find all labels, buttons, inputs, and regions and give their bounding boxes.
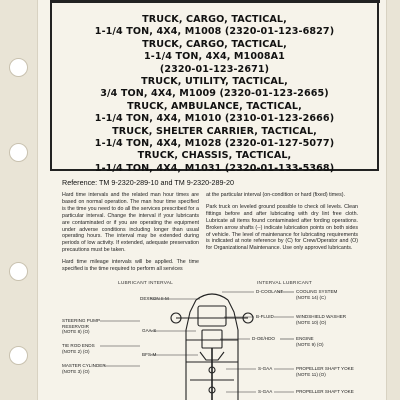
label-cooling-system: COOLING SYSTEM (NOTE 14) (C) — [296, 289, 338, 300]
title-line: TRUCK, SHELTER CARRIER, TACTICAL, — [112, 125, 317, 137]
title-line: 1-1/4 TON, 4X4, M1008A1 — [144, 51, 285, 63]
title-line: 1-1/4 TON, 4X4, M1028 (2320-01-127-5077) — [94, 138, 335, 150]
lubricant-code: S-GAA — [258, 389, 273, 394]
title-line: TRUCK, CHASSIS, TACTICAL, — [137, 150, 292, 162]
paragraph: Hard time mileage intervals will be applied. The time specified is the time required to perform all services — [62, 259, 199, 273]
lubricant-code: BFS-M — [142, 352, 157, 357]
lubricant-code: D-OE/HDO — [252, 336, 275, 341]
lubricant-code: D-COOLANT — [256, 289, 284, 294]
title-line: (2320-01-123-2671) — [159, 63, 270, 75]
vehicle-title-block — [50, 14, 379, 175]
left-text-column — [62, 192, 199, 278]
binder-hole — [9, 58, 28, 77]
title-line: 1-1/4 TON, 4X4, M1031 (2320-01-133-5368) — [94, 162, 335, 174]
label-propeller-shaft-yoke-2: PROPELLER SHAFT YOKE — [296, 389, 354, 394]
label-propeller-shaft-yoke: PROPELLER SHAFT YOKE (NOTE 11) (O) — [296, 366, 354, 377]
title-line: TRUCK, CARGO, TACTICAL, — [142, 38, 287, 50]
paragraph: Park truck on leveled ground possible to check oil levels. Clean fittings before and after lubricating with dry lint free cloth. Lubricate all items found contaminated after fording operations. Broken arrow shafts (--) indicate lubrication points on both sides of vehicle. The level of maintenance for lubricating requirements is indicated at note reference by (C) for Crew/Operator and (O) for Organizational Maintenance. Use only approved lubricants. — [206, 203, 358, 252]
title-line: TRUCK, AMBULANCE, TACTICAL, — [127, 100, 302, 112]
lubricant-code: DEXRON II-M — [140, 296, 169, 301]
left-chart-header: LUBRICANT INTERVAL — [118, 281, 174, 286]
right-text-column — [206, 192, 358, 257]
title-line: 3/4 TON, 4X4, M1009 (2320-01-123-2665) — [100, 88, 329, 100]
title-line: 1-1/4 TON, 4X4, M1010 (2310-01-123-2666) — [94, 113, 335, 125]
label-tie-rod-ends: TIE ROD ENDS (NOTE 2) (O) — [62, 343, 95, 354]
binder-hole — [9, 143, 28, 162]
title-line: TRUCK, CARGO, TACTICAL, — [142, 14, 287, 25]
lubricant-code: B-FLUID — [256, 314, 274, 319]
title-line: TRUCK, UTILITY, TACTICAL, — [141, 76, 288, 88]
label-master-cylinder: MASTER CYLINDER (NOTE 3) (O) — [62, 363, 106, 374]
lubricant-code: GAA-S — [142, 328, 157, 333]
paragraph: Hard time intervals and the related man hour times are based on normal operation. The man hour time specified is the time you need to do all the services prescribed for a particular interval. Change the interval if your lubricants are contaminated or if you are operating the equipment under adverse conditions including longer than usual operating hours. The interval may be extended during periods of low activity. If extended, adequate preservation precautions must be taken. — [62, 192, 199, 254]
label-windshield-washer: WINDSHIELD WASHER (NOTE 10) (O) — [296, 314, 347, 325]
right-chart-header: INTERVAL LUBRICANT — [257, 281, 312, 286]
reference-line: Reference: TM 9-2320-289-10 and TM 9-2320-289-20 — [62, 178, 234, 187]
binder-hole — [9, 262, 28, 281]
lubricant-code: S-GAA — [258, 366, 273, 371]
title-line: 1-1/4 TON, 4X4, M1008 (2320-01-123-6827) — [94, 26, 335, 38]
binder-hole — [9, 346, 28, 365]
label-steering-pump-reservoir: STEERING PUMP RESERVOIR (NOTE 8) (O) — [62, 318, 101, 335]
label-engine: ENGINE (NOTE 9) (O) — [296, 336, 324, 347]
paragraph: at the particular interval (on-condition or hard (fixed) times). — [206, 192, 345, 198]
